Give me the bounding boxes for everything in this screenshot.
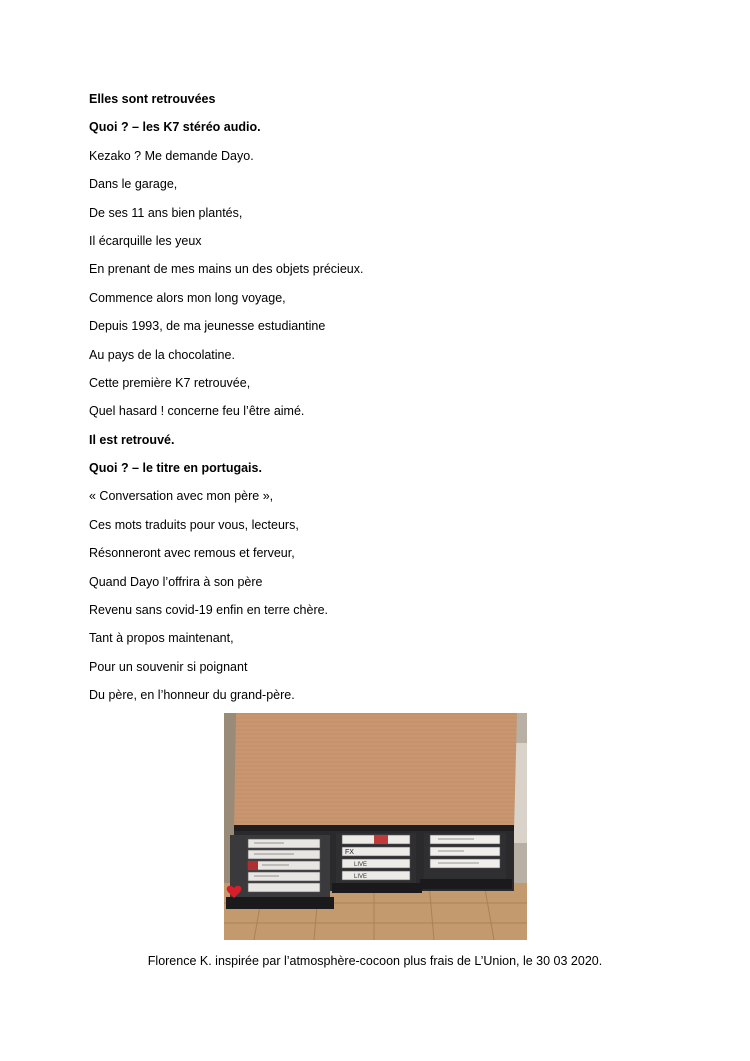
poem-line: Quand Dayo l’offrira à son père (89, 574, 263, 589)
poem-line: Quel hasard ! concerne feu l’être aimé. (89, 404, 305, 419)
photo-caption: Florence K. inspirée par l’atmosphère-cocoon plus frais de L’Union, le 30 03 2020. (147, 954, 603, 968)
poem-line: « Conversation avec mon père », (89, 489, 274, 504)
poem-line: Pour un souvenir si poignant (89, 659, 248, 674)
poem-line: En prenant de mes mains un des objets précieux. (89, 262, 364, 277)
poem-line: Depuis 1993, de ma jeunesse estudiantine (89, 319, 326, 334)
poem-line: Commence alors mon long voyage, (89, 290, 286, 305)
poem-line: Revenu sans covid-19 enfin en terre chère. (89, 603, 329, 618)
cassette-label: LIVE (354, 862, 368, 868)
cassette-label: FX (345, 849, 354, 856)
poem-line: Cette première K7 retrouvée, (89, 375, 251, 390)
poem-line: Résonneront avec remous et ferveur, (89, 546, 295, 561)
poem-line: Quoi ? – le titre en portugais. (89, 461, 262, 476)
poem-line: De ses 11 ans bien plantés, (89, 205, 243, 220)
poem-line: Elles sont retrouvées (89, 92, 216, 106)
cassette-drawer-illustration (224, 713, 527, 940)
poem-line: Du père, en l’honneur du grand-père. (89, 688, 295, 703)
cassette-drawer-photo (224, 713, 527, 940)
poem-line: Au pays de la chocolatine. (89, 347, 235, 362)
poem-line: Kezako ? Me demande Dayo. (89, 148, 254, 163)
poem-line: Ces mots traduits pour vous, lecteurs, (89, 517, 299, 532)
poem-line: Tant à propos maintenant, (89, 631, 234, 646)
poem-line: Il écarquille les yeux (89, 233, 202, 248)
poem-line: Il est retrouvé. (89, 432, 175, 447)
poem-line: Dans le garage, (89, 177, 178, 192)
cassette-label: LIVE (354, 874, 368, 880)
poem (89, 91, 649, 716)
poem-line: Quoi ? – les K7 stéréo audio. (89, 120, 261, 135)
